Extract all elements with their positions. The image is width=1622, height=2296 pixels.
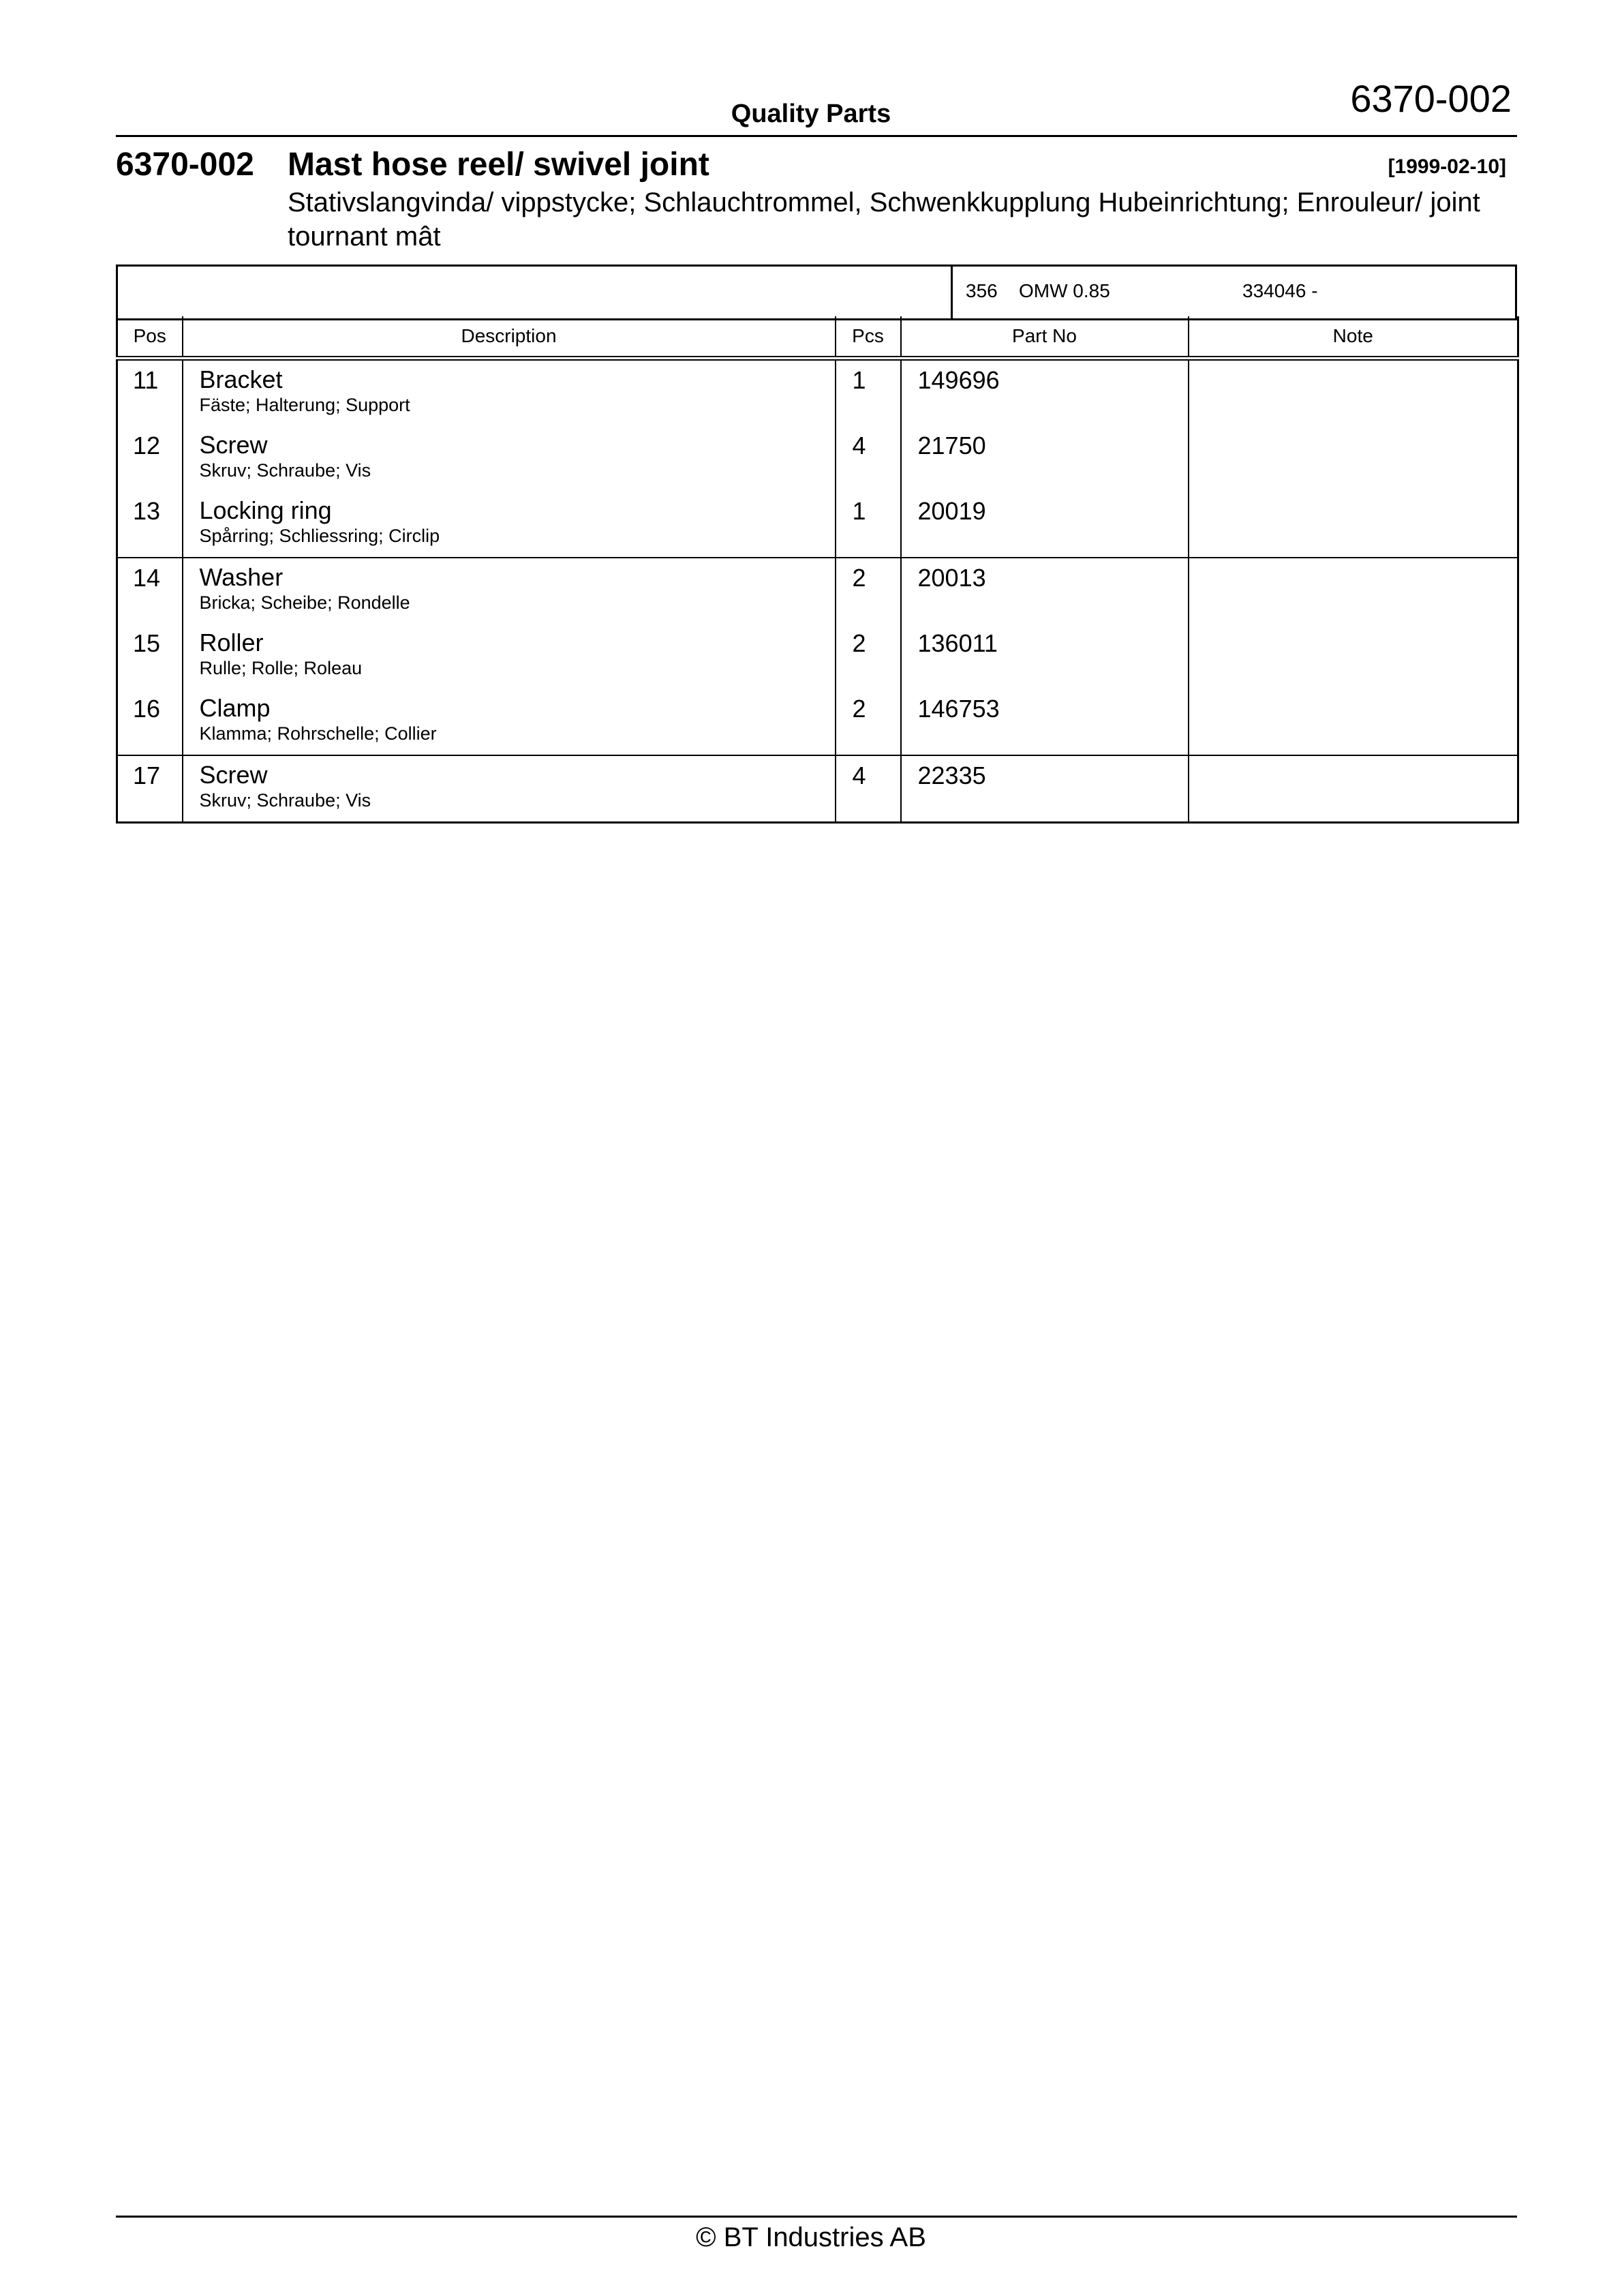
section-subtitle: Stativslangvinda/ vippstycke; Schlauchtrommel, Schwenkkupplung Hubeinrichtung; Enrouleur/ joint tournant mât <box>288 187 1480 252</box>
row-part-no: 149696 <box>901 359 1189 427</box>
row-note <box>1189 492 1518 558</box>
row-pos: 11 <box>117 359 183 427</box>
row-pcs: 1 <box>836 359 901 427</box>
row-pcs: 4 <box>836 755 901 823</box>
page-code: 6370-002 <box>1350 77 1512 120</box>
section-date: [1999-02-10] <box>1388 155 1506 178</box>
header-pcs: Pcs <box>836 316 901 359</box>
footer-divider <box>116 2216 1517 2218</box>
row-pos: 15 <box>117 624 183 689</box>
row-translations: Skruv; Schraube; Vis <box>199 460 371 481</box>
row-translations: Bricka; Scheibe; Rondelle <box>199 592 410 613</box>
footer-copyright: © BT Industries AB <box>696 2222 926 2252</box>
row-part-no: 22335 <box>901 755 1189 823</box>
row-description <box>183 359 836 427</box>
row-name: Bracket <box>199 365 283 393</box>
row-pos: 12 <box>117 426 183 492</box>
row-translations: Rulle; Rolle; Roleau <box>199 658 363 678</box>
header-pos: Pos <box>117 316 183 359</box>
table-row <box>117 755 1518 823</box>
row-pcs: 2 <box>836 558 901 624</box>
row-name: Clamp <box>199 694 271 722</box>
section-code: 6370-002 <box>116 147 254 183</box>
row-pcs: 1 <box>836 492 901 558</box>
row-translations: Klamma; Rohrschelle; Collier <box>199 723 437 744</box>
table-row <box>117 624 1518 689</box>
row-name: Screw <box>199 761 268 789</box>
header-part-no: Part No <box>901 316 1189 359</box>
row-pcs: 2 <box>836 689 901 755</box>
row-part-no: 20019 <box>901 492 1189 558</box>
row-pos: 14 <box>117 558 183 624</box>
row-pos: 17 <box>117 755 183 823</box>
row-description <box>183 755 836 823</box>
row-note <box>1189 426 1518 492</box>
model-name: OMW 0.85 <box>1019 280 1110 301</box>
row-translations: Spårring; Schliessring; Circlip <box>199 526 440 546</box>
row-description <box>183 689 836 755</box>
table-row <box>117 492 1518 558</box>
row-note <box>1189 558 1518 624</box>
model-number: 356 <box>966 280 998 301</box>
row-pos: 13 <box>117 492 183 558</box>
row-name: Screw <box>199 431 268 459</box>
row-translations: Skruv; Schraube; Vis <box>199 790 371 811</box>
row-part-no: 20013 <box>901 558 1189 624</box>
row-note <box>1189 755 1518 823</box>
row-pcs: 2 <box>836 624 901 689</box>
header-note: Note <box>1189 316 1518 359</box>
table-row <box>117 689 1518 755</box>
row-part-no: 136011 <box>901 624 1189 689</box>
table-row <box>117 426 1518 492</box>
section-title: Mast hose reel/ swivel joint <box>288 147 709 183</box>
row-description <box>183 492 836 558</box>
row-pcs: 4 <box>836 426 901 492</box>
model-info-box <box>116 265 1517 320</box>
table-row <box>117 359 1518 427</box>
row-note <box>1189 359 1518 427</box>
row-part-no: 146753 <box>901 689 1189 755</box>
row-part-no: 21750 <box>901 426 1189 492</box>
row-translations: Fäste; Halterung; Support <box>199 395 410 415</box>
row-note <box>1189 624 1518 689</box>
parts-table <box>116 316 1519 824</box>
row-name: Washer <box>199 563 284 591</box>
row-pos: 16 <box>117 689 183 755</box>
table-header-row <box>117 316 1518 359</box>
info-divider <box>951 267 953 318</box>
header-divider <box>116 135 1517 137</box>
row-description <box>183 624 836 689</box>
row-note <box>1189 689 1518 755</box>
header-title: Quality Parts <box>731 100 891 128</box>
row-name: Roller <box>199 629 264 656</box>
table-row <box>117 558 1518 624</box>
row-description <box>183 558 836 624</box>
serial-range: 334046 - <box>1242 280 1318 301</box>
header-description: Description <box>183 316 836 359</box>
row-name: Locking ring <box>199 496 332 524</box>
row-description <box>183 426 836 492</box>
